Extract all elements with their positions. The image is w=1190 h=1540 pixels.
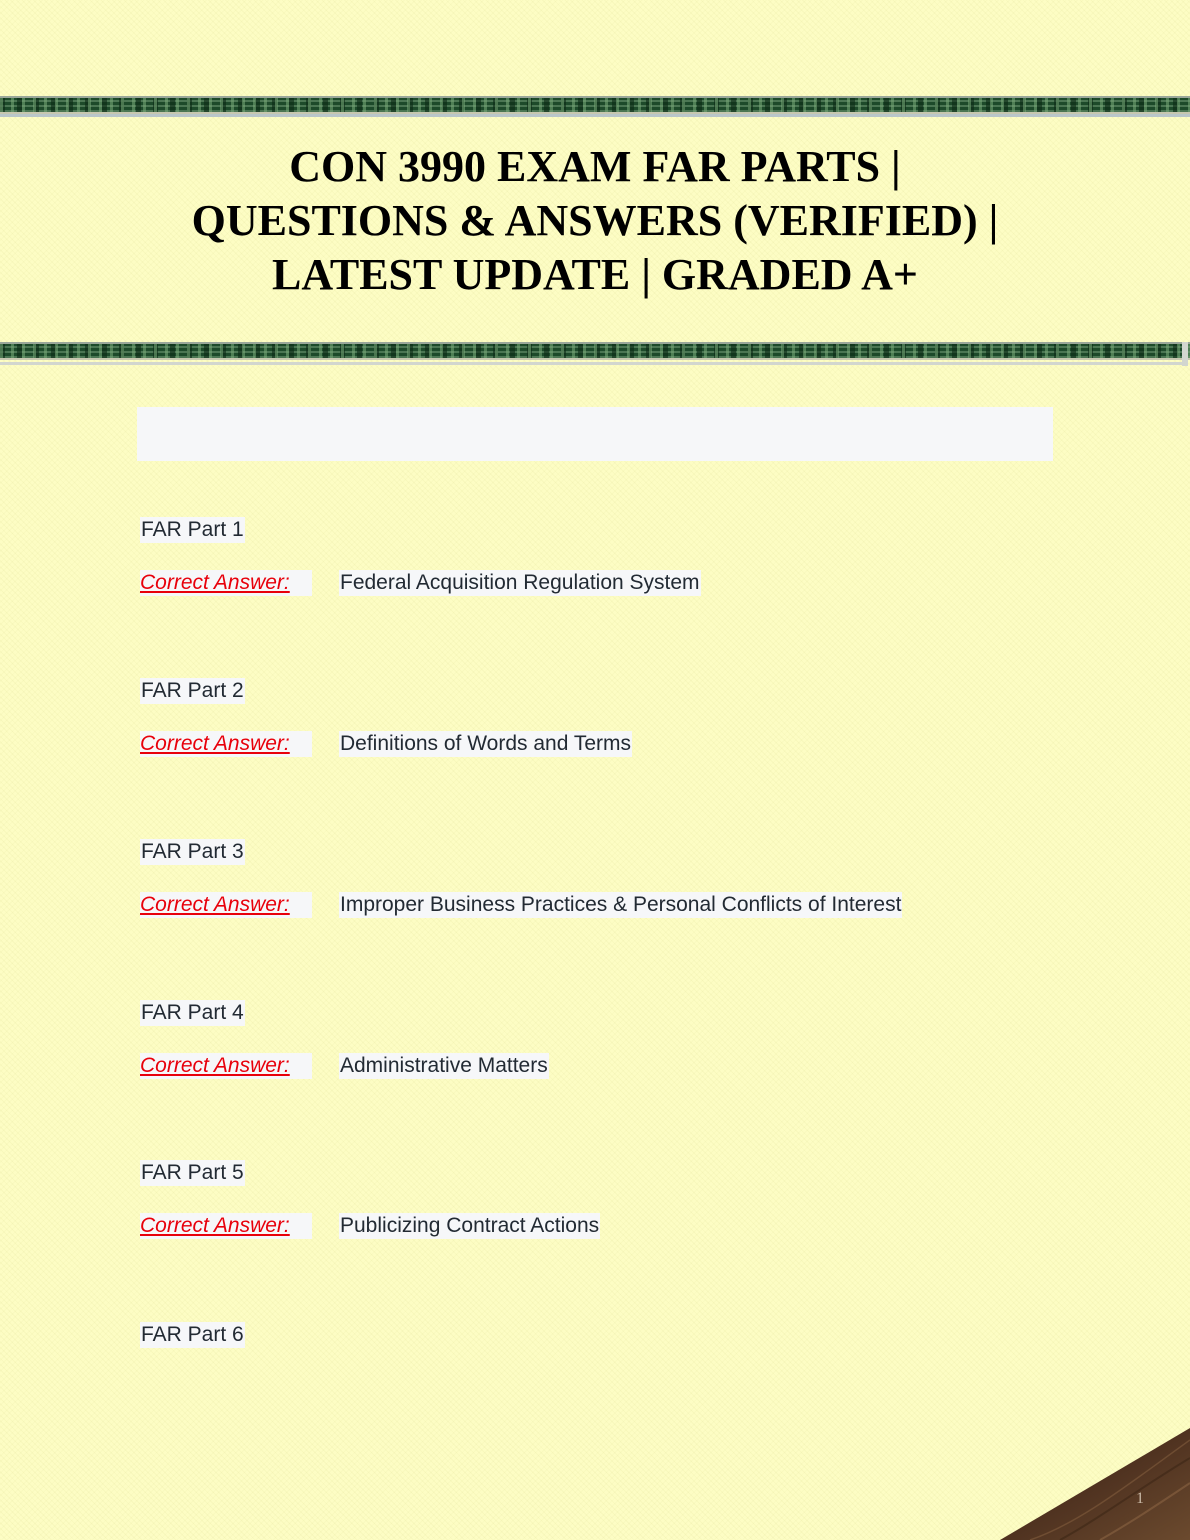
qa-item: [140, 1322, 245, 1348]
header-top-band: [0, 96, 1190, 114]
correct-answer-label: Correct Answer:: [140, 570, 312, 596]
answer-text: Federal Acquisition Regulation System: [340, 571, 700, 594]
blank-content-box: [137, 407, 1053, 461]
question-text: FAR Part 5: [141, 1161, 244, 1184]
correct-answer-label: Correct Answer:: [140, 1213, 312, 1239]
answer-text: Improper Business Practices & Personal Conflicts of Interest: [340, 893, 902, 916]
header-top-shadow: [0, 114, 1190, 117]
header-bottom-shadow: [0, 362, 1188, 365]
correct-answer-label: Correct Answer:: [140, 892, 312, 918]
answer-text: Publicizing Contract Actions: [340, 1214, 600, 1237]
title-line-3: LATEST UPDATE | GRADED A+: [272, 250, 918, 299]
document-title: [80, 140, 1110, 302]
qa-item: [140, 1160, 600, 1237]
answer-row: [140, 731, 632, 757]
question-text: FAR Part 2: [141, 679, 244, 702]
qa-item: [140, 1000, 548, 1077]
answer-row: [140, 570, 701, 596]
answer-text: Administrative Matters: [340, 1054, 548, 1077]
correct-answer-label: Correct Answer:: [140, 1053, 312, 1079]
title-line-2: QUESTIONS & ANSWERS (VERIFIED) |: [191, 196, 999, 245]
answer-row: [140, 1213, 600, 1239]
header-bottom-band: [0, 342, 1190, 360]
answer-row: [140, 892, 902, 918]
question-text: FAR Part 1: [141, 518, 244, 541]
qa-item: [140, 517, 700, 594]
correct-answer-label: Correct Answer:: [140, 731, 312, 757]
answer-row: [140, 1053, 549, 1079]
answer-text: Definitions of Words and Terms: [340, 732, 632, 755]
qa-item: [140, 678, 632, 755]
question-text: FAR Part 4: [141, 1001, 244, 1024]
question-text: FAR Part 3: [141, 840, 244, 863]
question-text: FAR Part 6: [141, 1323, 244, 1346]
page-curl-wood-corner: [1000, 1428, 1190, 1540]
title-line-1: CON 3990 EXAM FAR PARTS |: [289, 142, 901, 191]
qa-item: [140, 839, 902, 916]
page-number: 1: [1136, 1490, 1144, 1507]
